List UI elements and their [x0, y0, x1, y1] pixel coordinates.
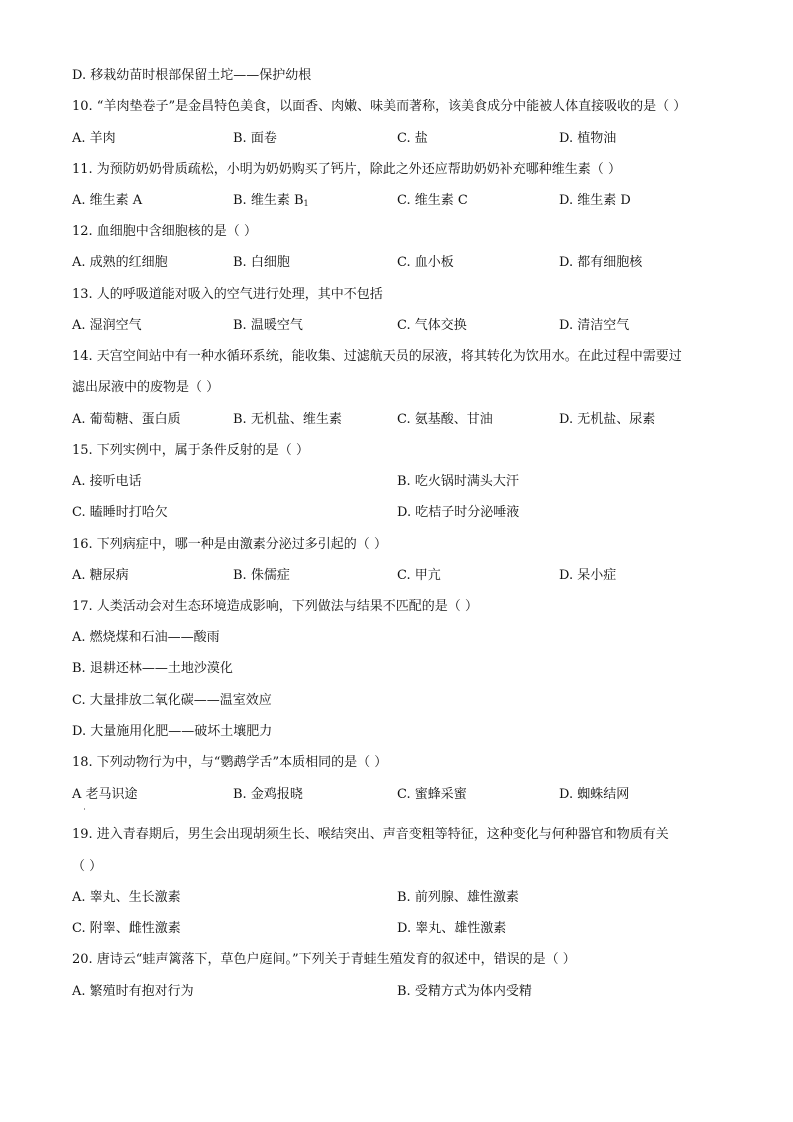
q13-stem: 13. 人的呼吸道能对吸入的空气进行处理，其中不包括 — [72, 287, 383, 302]
q11-option-b — [233, 192, 309, 213]
q13-option-c: C. 气体交换 — [397, 318, 467, 333]
q19-stem-line1: 19. 进入青春期后，男生会出现胡须生长、喉结突出、声音变粗等特征，这种变化与何种器官和物质有关 — [72, 827, 669, 842]
q15-option-b: B. 吃火锅时满头大汗 — [397, 474, 519, 489]
q16-option-d: D. 呆小症 — [559, 568, 617, 583]
q11-option-b-text: B. 维生素 B — [233, 193, 304, 208]
q14-stem-line2: 滤出尿液中的废物是（ ） — [72, 380, 220, 395]
q14-option-d: D. 无机盐、尿素 — [559, 412, 656, 427]
q17-option-b: B. 退耕还林——土地沙漠化 — [72, 661, 233, 676]
q18-option-c: C. 蜜蜂采蜜 — [397, 787, 467, 802]
q12-stem: 12. 血细胞中含细胞核的是（ ） — [72, 224, 257, 239]
q13-option-a: A. 湿润空气 — [72, 318, 142, 333]
q12-option-c: C. 血小板 — [397, 255, 454, 270]
q19-option-b: B. 前列腺、雄性激素 — [397, 890, 519, 905]
q14-option-a: A. 葡萄糖、蛋白质 — [72, 412, 181, 427]
q16-stem: 16. 下列病症中，哪一种是由激素分泌过多引起的（ ） — [72, 537, 387, 552]
q13-option-d: D. 清洁空气 — [559, 318, 630, 333]
q10-option-a: A. 羊肉 — [72, 131, 116, 146]
q16-option-b: B. 侏儒症 — [233, 568, 290, 583]
q12-option-b: B. 白细胞 — [233, 255, 290, 270]
q18-option-a: A 老马识途 — [72, 787, 138, 802]
q17-option-d: D. 大量施用化肥——破坏土壤肥力 — [72, 724, 273, 739]
q10-stem: 10. “羊肉垫卷子”是金昌特色美食，以面香、肉嫩、味美而著称，该美食成分中能被人体直接吸收的是（ ） — [72, 99, 687, 114]
q12-option-d: D. 都有细胞核 — [559, 255, 643, 270]
q18-stem: 18. 下列动物行为中，与“鹦鹉学舌”本质相同的是（ ） — [72, 755, 388, 770]
q15-option-c: C. 瞌睡时打哈欠 — [72, 505, 168, 520]
scan-speck — [84, 808, 85, 810]
q11-option-a: A. 维生素 A — [72, 193, 143, 208]
q18-option-b: B. 金鸡报晓 — [233, 787, 303, 802]
q15-option-a: A. 接听电话 — [72, 474, 142, 489]
q17-option-c: C. 大量排放二氧化碳——温室效应 — [72, 693, 272, 708]
q19-option-c: C. 附睾、雌性激素 — [72, 921, 181, 936]
q13-option-b: B. 温暖空气 — [233, 318, 303, 333]
q16-option-a: A. 糖尿病 — [72, 568, 129, 583]
q11-option-b-subscript: 1 — [303, 199, 309, 208]
q11-option-c: C. 维生素 C — [397, 193, 468, 208]
q11-option-d: D. 维生素 D — [559, 193, 631, 208]
q20-option-b: B. 受精方式为体内受精 — [397, 984, 532, 999]
q11-stem: 11. 为预防奶奶骨质疏松，小明为奶奶购买了钙片，除此之外还应帮助奶奶补充哪种维生素（ ） — [72, 162, 621, 177]
q17-stem: 17. 人类活动会对生态环境造成影响，下列做法与结果不匹配的是（ ） — [72, 599, 478, 614]
q14-stem-line1: 14. 天宫空间站中有一种水循环系统，能收集、过滤航天员的尿液，将其转化为饮用水。在此过程中需要过 — [72, 349, 682, 364]
q19-stem-line2: （ ） — [72, 859, 103, 874]
q10-option-b: B. 面卷 — [233, 131, 277, 146]
q19-option-a: A. 睾丸、生长激素 — [72, 890, 181, 905]
q20-stem: 20. 唐诗云“蛙声篱落下，草色户庭间。”下列关于青蛙生殖发育的叙述中，错误的是（ ） — [72, 952, 576, 967]
q17-option-a: A. 燃烧煤和石油——酸雨 — [72, 630, 220, 645]
q12-option-a: A. 成熟的红细胞 — [72, 255, 168, 270]
q14-option-c: C. 氨基酸、甘油 — [397, 412, 493, 427]
q14-option-b: B. 无机盐、维生素 — [233, 412, 342, 427]
q15-stem: 15. 下列实例中，属于条件反射的是（ ） — [72, 443, 309, 458]
q19-option-d: D. 睾丸、雄性激素 — [397, 921, 507, 936]
q15-option-d: D. 吃桔子时分泌唾液 — [397, 505, 520, 520]
q18-option-d: D. 蜘蛛结网 — [559, 787, 630, 802]
q10-option-d: D. 植物油 — [559, 131, 617, 146]
q9-option-d: D. 移栽幼苗时根部保留土坨——保护幼根 — [72, 68, 312, 83]
q16-option-c: C. 甲亢 — [397, 568, 441, 583]
q20-option-a: A. 繁殖时有抱对行为 — [72, 984, 194, 999]
q10-option-c: C. 盐 — [397, 131, 428, 146]
